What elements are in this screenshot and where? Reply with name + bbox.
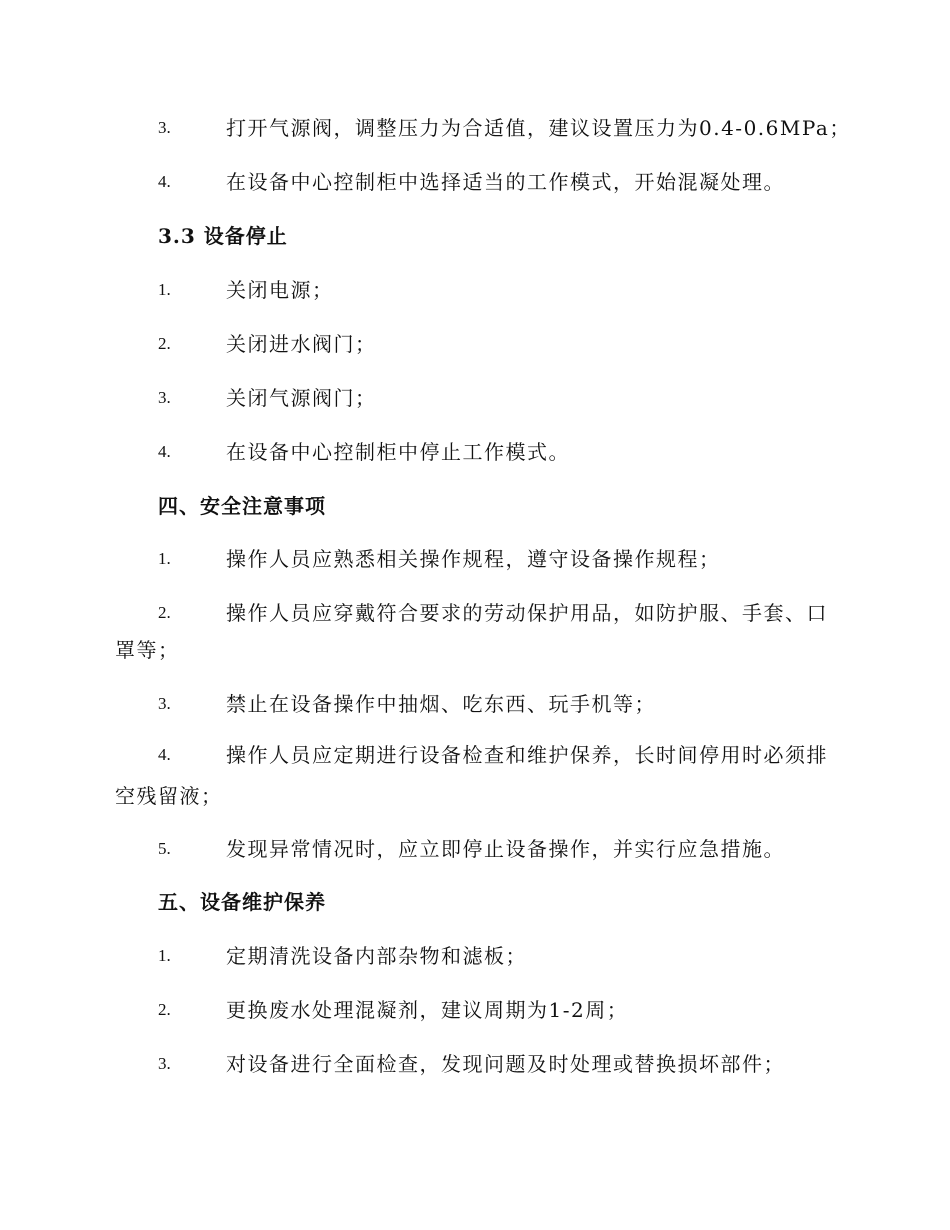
list-item-number: 2. [158,603,171,622]
list-item-text: 定期清洗设备内部杂物和滤板； [226,944,527,968]
list-item-text: 操作人员应定期进行设备检查和维护保养，长时间停用时必须排 [226,743,828,767]
list-item-number: 3. [158,694,171,713]
list-item-text: 操作人员应穿戴符合要求的劳动保护用品，如防护服、手套、口 [226,601,828,625]
list-item-text: 对设备进行全面检查，发现问题及时处理或替换损坏部件； [226,1052,785,1076]
section-heading-text: 五、设备维护保养 [158,890,326,914]
list-item-text: 关闭进水阀门； [226,332,377,356]
list-item-text: 在设备中心控制柜中停止工作模式。 [226,440,570,464]
list-item-number: 1. [158,549,171,568]
list-item-text: 在设备中心控制柜中选择适当的工作模式，开始混凝处理。 [226,170,785,194]
list-item-number: 3. [158,388,171,407]
list-item-continuation-text: 空残留液； [115,784,223,808]
list-item-number: 1. [158,946,171,965]
list-item-text: 操作人员应熟悉相关操作规程，遵守设备操作规程； [226,547,721,571]
list-item-text: 更换废水处理混凝剂，建议周期为1-2周； [226,998,629,1022]
section-heading-text: 3.3 设备停止 [158,224,288,248]
list-item-number: 3. [158,1054,171,1073]
list-item-number: 5. [158,839,171,858]
list-item-number: 4. [158,172,171,191]
list-item-continuation-text: 罩等； [115,638,180,662]
list-item-number: 4. [158,745,171,764]
list-item-text: 禁止在设备操作中抽烟、吃东西、玩手机等； [226,692,656,716]
list-item-text: 关闭气源阀门； [226,386,377,410]
list-item-number: 3. [158,118,171,137]
list-item-text: 关闭电源； [226,278,334,302]
list-item-number: 2. [158,1000,171,1019]
list-item-number: 1. [158,280,171,299]
section-heading-text: 四、安全注意事项 [158,494,326,518]
list-item-number: 2. [158,334,171,353]
list-item-number: 4. [158,442,171,461]
list-item-text: 发现异常情况时，应立即停止设备操作，并实行应急措施。 [226,837,785,861]
list-item-text: 打开气源阀，调整压力为合适值，建议设置压力为0.4-0.6MPa； [226,116,851,140]
